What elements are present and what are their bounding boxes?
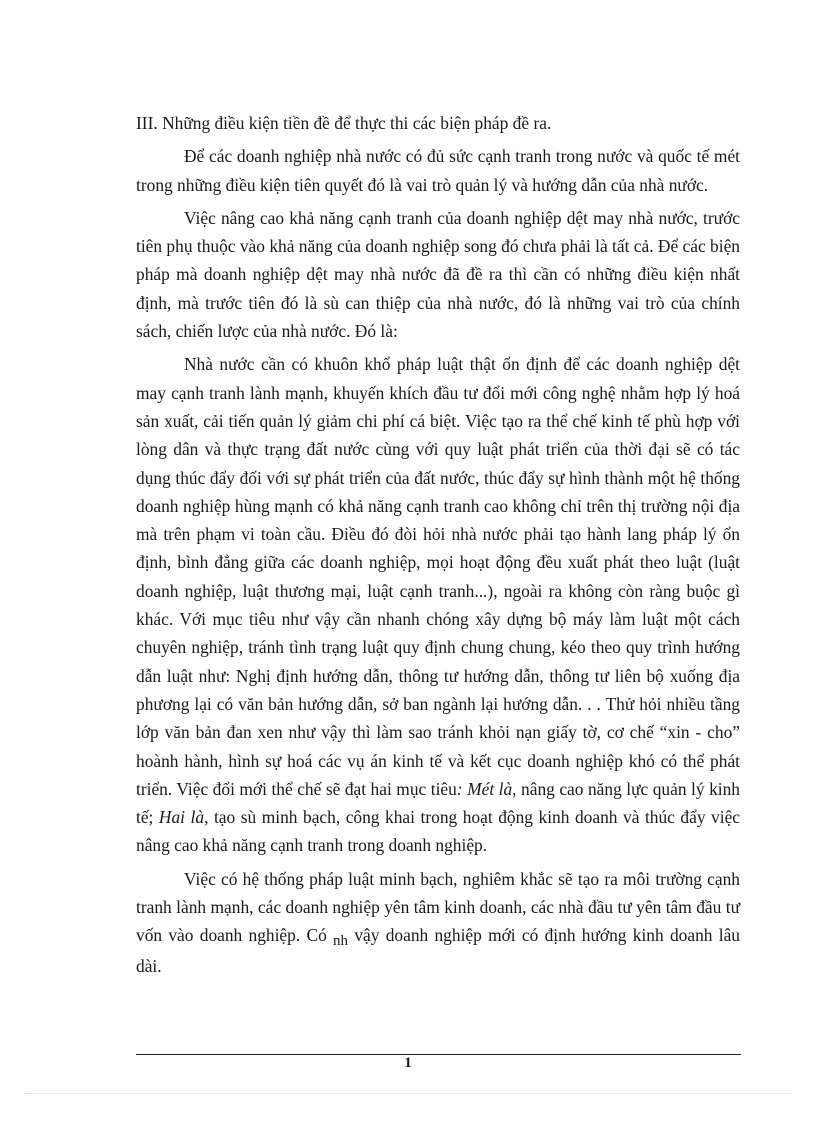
paragraph-3-end: tạo sù minh bạch, công khai trong hoạt động kinh doanh và thúc đẩy việc nâng cao khả năng cạnh tranh trong doanh nghiệp. [136, 807, 741, 856]
page-bottom-dotted-line [24, 1093, 792, 1094]
paragraph-3-italic-first: : Mét là, [456, 778, 517, 799]
paragraph-3 [136, 350, 740, 859]
paragraph-4 [136, 865, 740, 980]
section-heading: III. Những điều kiện tiền đề để thực thi các biện pháp đề ra. [136, 113, 552, 133]
paragraph-3-text: Nhà nước cần có khuôn khổ pháp luật thật ổn định để các doanh nghiệp dệt may cạnh tranh lành mạnh, khuyến khích đầu tư đổi mới công nghệ nhằm hợp lý hoá sản xuất, cải tiến quản lý giảm chi phí cá biệt. Việc tạo ra thể chế kinh tế phù hợp với lòng dân và thực trạng đất nước cùng với quy luật phát triển của thời đại sẽ có tác dụng thúc đẩy đối với sự phát triển của đất nước, thúc đẩy sự hình thành một hệ thống doanh nghiệp hùng mạnh có khả năng cạnh tranh cao không chỉ trên thị trường nội địa mà trên phạm vi toàn cầu. Điều đó đòi hỏi nhà nước phải tạo hành lang pháp lý ổn định, bình đẳng giữa các doanh nghiệp, mọi hoạt động đều xuất phát theo luật (luật doanh nghiệp, luật thương mại, luật cạnh tranh...), ngoài ra không còn ràng buộc gì khác. Với mục tiêu như vậy cần nhanh chóng xây dựng bộ máy làm luật một cách chuyên nghiệp, tránh tình trạng luật quy định chung chung, kéo theo quy trình hướng dẫn luật như: Nghị định hướng dẫn, thông tư hướng dẫn, thông tư liên bộ xuống địa phương lại có văn bản hướng dẫn, sở ban ngành lại hướng dẫn. . . Thử hỏi nhiều tầng lớp văn bản đan xen như vậy thì làm sao tránh khỏi nạn giấy tờ, cơ chế “xin - cho” hoành hành, hình sự hoá các vụ án kinh tế và kết cục doanh nghiệp khó có thể phát triển. Việc đổi mới thể chế sẽ đạt hai mục tiêu [136, 354, 740, 799]
page-number: 1 [404, 1055, 412, 1071]
paragraph-4-end: vậy doanh nghiệp mới có định hướng kinh doanh lâu dài. [136, 925, 740, 976]
paragraph-2: Việc nâng cao khả năng cạnh tranh của doanh nghiệp dệt may nhà nước, trước tiên phụ thuộc vào khả năng của doanh nghiệp song đó chưa phải là tất cả. Để các biện pháp mà doanh nghiệp dệt may nhà nước đã đề ra thì cần có những điều kiện nhất định, mà trước tiên đó là sù can thiệp của nhà nước, đó là những vai trò của chính sách, chiến lược của nhà nước. Đó là: [136, 207, 740, 342]
paragraph-3-italic-second: Hai là, [158, 807, 209, 828]
paragraph-1: Để các doanh nghiệp nhà nước có đủ sức cạnh tranh trong nước và quốc tế mét trong những điều kiện tiên quyết đó là vai trò quản lý và hướng dẫn của nhà nước. [136, 146, 740, 195]
paragraph-4-text: Việc có hệ thống pháp luật minh bạch, nghiêm khắc sẽ tạo ra môi trường cạnh tranh lành mạnh, các doanh nghiệp yên tâm kinh doanh, các nhà đầu tư yên tâm đầu tư vốn vào doanh nghiệp. Có [136, 868, 740, 946]
paragraph-3-middle: nâng cao năng lực quản lý kinh tế; [136, 778, 740, 828]
paragraph-4-subscript: nh [333, 933, 349, 950]
document-body [136, 109, 740, 985]
